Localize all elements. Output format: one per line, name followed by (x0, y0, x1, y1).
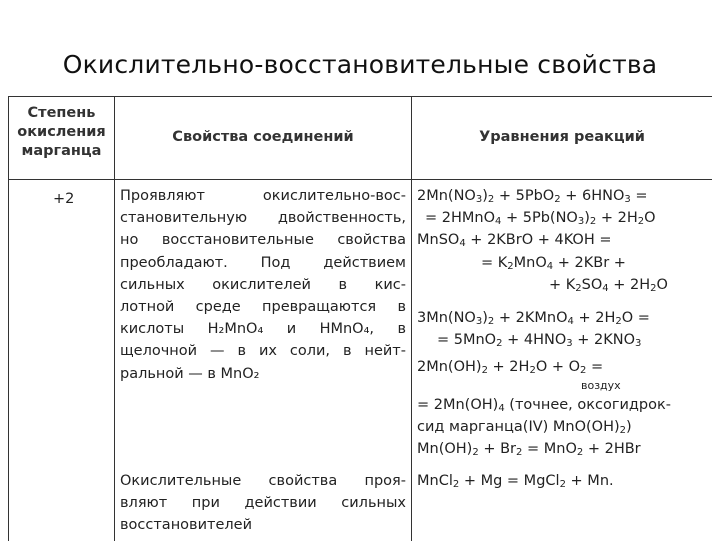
properties-line: ральной — в MnO₂ (120, 365, 260, 382)
header-properties: Свойства соединений (172, 129, 354, 145)
properties-line: лотной среде превращаются в (120, 299, 406, 316)
header-line: окисления (17, 124, 106, 140)
properties-line: вляют при действии сильных (120, 495, 406, 512)
manganese-properties-table (8, 96, 712, 541)
properties-line: щелочной — в их соли, в нейт- (120, 343, 406, 360)
header-divider (9, 179, 712, 180)
column-divider (411, 97, 412, 541)
header-equations: Уравнения реакций (479, 129, 645, 145)
header-line: марганца (21, 143, 102, 159)
slide-title: Окислительно-восстановительные свойства (62, 50, 658, 79)
equation-line: $3Mn(NO_3)_2$ + 2KMnO$_4$ + $2H_2O$ = (417, 310, 650, 327)
oxidation-state-value: +2 (53, 191, 75, 207)
properties-line: восстановителей (120, 517, 252, 534)
equation-line: $Mn(OH)_2 + Br_2 = MnO_2 + 2HBr$ (417, 441, 641, 458)
properties-line: кислоты H₂MnO₄ и HMnO₄, в (120, 321, 406, 338)
column-divider (114, 97, 115, 541)
equation-line: $2Mn(OH)_2 + 2H_2O + O_2$ = (417, 359, 604, 376)
properties-line: преобладают. Под действием (120, 254, 406, 271)
equation-line: $2Mn(NO_3)_2 + 5PbO_2 + 6HNO_3$ = (417, 188, 648, 205)
equation-line: сид марганца(IV) $MnO(OH)_2$) (417, 419, 632, 436)
properties-paragraph-2 (120, 470, 406, 537)
equation-line: = 2HMnO$_4$ + $5Pb(NO_3)_2 + 2H_2O$ (425, 210, 656, 227)
properties-line: становительную двойственность, (120, 210, 406, 227)
properties-line: сильных окислителей в кис- (120, 276, 406, 293)
header-line: Степень (27, 105, 96, 121)
equation-line: = $K_2MnO_4 + 2KBr$ + (481, 255, 626, 272)
properties-line: но восстановительные свойства (120, 232, 406, 249)
header-oxidation-state (9, 104, 114, 161)
equation-line: = $2Mn(OH)_4$ (точнее, оксогидрок- (417, 397, 671, 414)
air-note: воздух (581, 379, 621, 392)
properties-line: Проявляют окислительно-вос- (120, 188, 406, 204)
equation-line: + $K_2SO_4 + 2H_2O$ (549, 277, 668, 294)
equation-line: = $5MnO_2 + 4HNO_3 + 2KNO_3$ (437, 332, 642, 349)
properties-line: Окислительные свойства проя- (120, 473, 406, 489)
equation-line: MnSO$_4$ + 2KBrO + 4KOH = (417, 232, 612, 249)
properties-paragraph-1 (120, 185, 406, 385)
equation-line: MnCl$_2$ + Mg = MgCl$_2$ + Mn. (417, 473, 614, 490)
